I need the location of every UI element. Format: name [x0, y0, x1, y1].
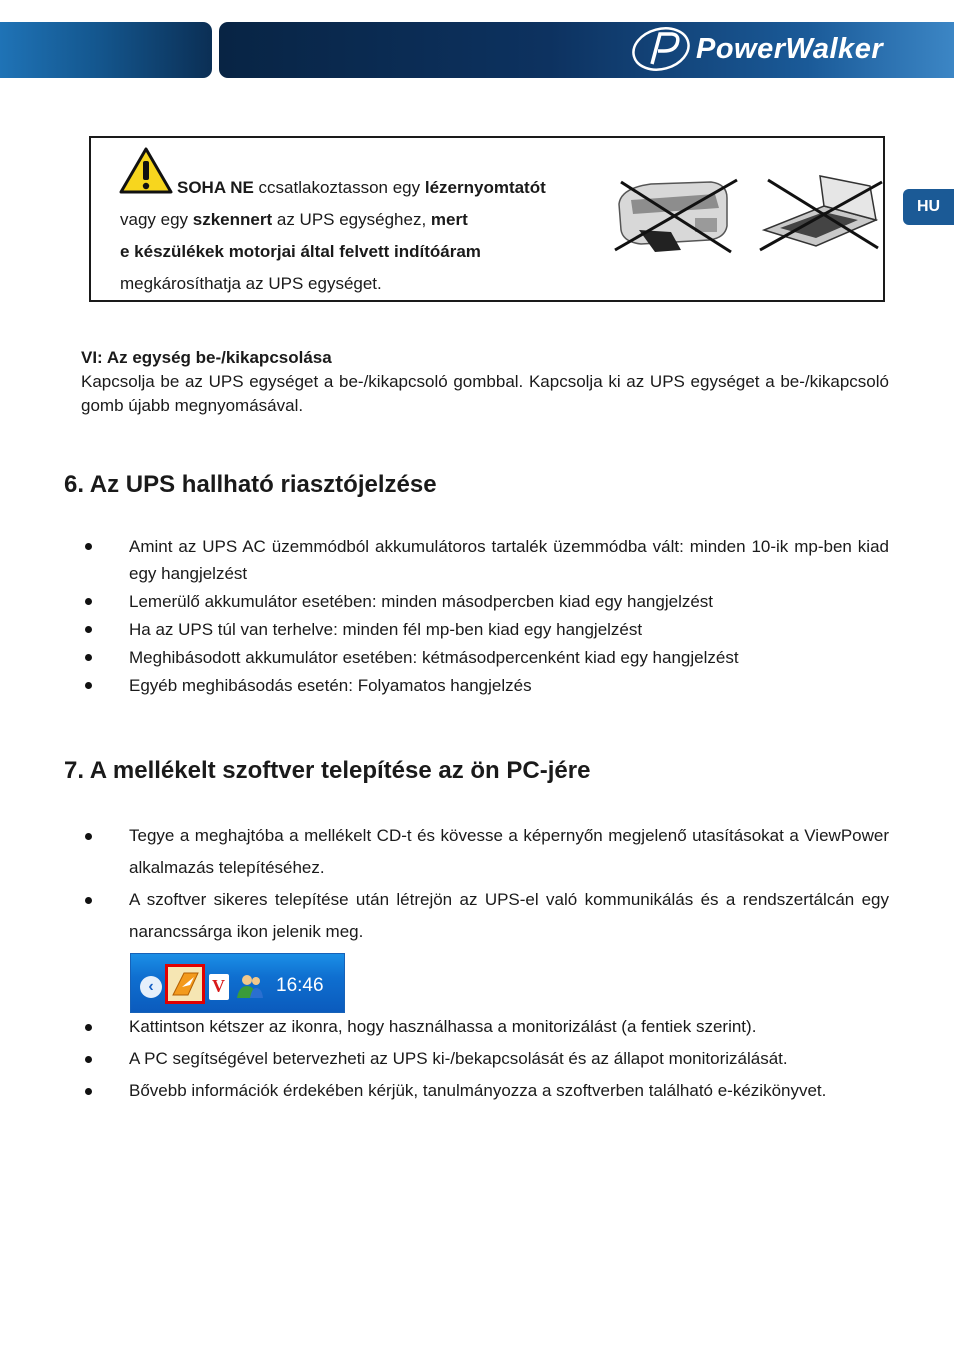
powerwalker-emblem-icon — [630, 26, 692, 72]
list-item: Meghibásodott akkumulátor esetében: kétmásodpercenként kiad egy hangjelzést — [81, 644, 889, 671]
antivirus-tray-icon: V — [209, 974, 229, 1000]
laser-printer-crossed-icon — [611, 174, 741, 254]
list-item: A PC segítségével betervezheti az UPS ki-/bekapcsolását és az állapot monitorizálását. — [81, 1043, 889, 1075]
list-item: A szoftver sikeres telepítése után létrejön az UPS-el való kommunikálás és a rendszertálcán egy narancssárga ikon jelenik meg. — [81, 884, 889, 948]
software-list-b — [81, 1011, 889, 1107]
list-item: Egyéb meghibásodás esetén: Folyamatos hangjelzés — [81, 672, 889, 699]
powerwalker-logo — [630, 24, 883, 74]
viewpower-tray-icon — [165, 964, 205, 1004]
language-tab[interactable]: HU — [903, 189, 954, 225]
header-bar-left — [0, 22, 212, 78]
warning-line-1: SOHA NE ccsatlakoztasson egy lézernyomtatót — [177, 178, 546, 197]
user-tray-icon — [235, 972, 265, 1000]
section-vi-title: VI: Az egység be-/kikapcsolása — [81, 348, 332, 367]
warning-text — [120, 172, 590, 300]
list-item: Kattintson kétszer az ikonra, hogy használhassa a monitorizálást (a fentiek szerint). — [81, 1011, 889, 1043]
list-item: Bővebb információk érdekében kérjük, tanulmányozza a szoftverben található e-kézikönyvet. — [81, 1075, 889, 1107]
section-7-heading: 7. A mellékelt szoftver telepítése az ön PC-jére — [64, 757, 591, 784]
section-vi-body: Kapcsolja be az UPS egységet a be-/kikapcsoló gombbal. Kapcsolja ki az UPS egységet a be-/kikapcsoló gomb újabb megnyomásával. — [81, 372, 889, 415]
warning-box — [89, 136, 885, 302]
list-item: Ha az UPS túl van terhelve: minden fél mp-ben kiad egy hangjelzést — [81, 616, 889, 643]
list-item: Amint az UPS AC üzemmódból akkumulátoros tartalék üzemmódba vált: minden 10-ik mp-ben kiad egy hangjelzést — [81, 533, 889, 587]
section-vi — [81, 346, 889, 418]
chevron-left-icon: ‹ — [140, 976, 162, 998]
brand-name: PowerWalker — [696, 32, 884, 65]
section-6-heading: 6. Az UPS hallható riasztójelzése — [64, 471, 437, 498]
list-item: Tegye a meghajtóba a mellékelt CD-t és kövesse a képernyőn megjelenő utasításokat a ViewPower alkalmazás telepítéséhez. — [81, 820, 889, 884]
warning-line-2: vagy egy szkennert az UPS egységhez, mert — [120, 210, 468, 229]
list-item: Lemerülő akkumulátor esetében: minden másodpercben kiad egy hangjelzést — [81, 588, 889, 615]
warning-line-3: e készülékek motorjai által felvett indítóáram — [120, 242, 481, 261]
warning-line-4: megkárosíthatja az UPS egységet. — [120, 274, 382, 293]
alarm-list — [81, 533, 889, 700]
software-list-a — [81, 820, 889, 948]
scanner-crossed-icon — [758, 174, 884, 254]
system-tray-screenshot — [130, 953, 345, 1013]
tray-clock: 16:46 — [276, 975, 324, 996]
